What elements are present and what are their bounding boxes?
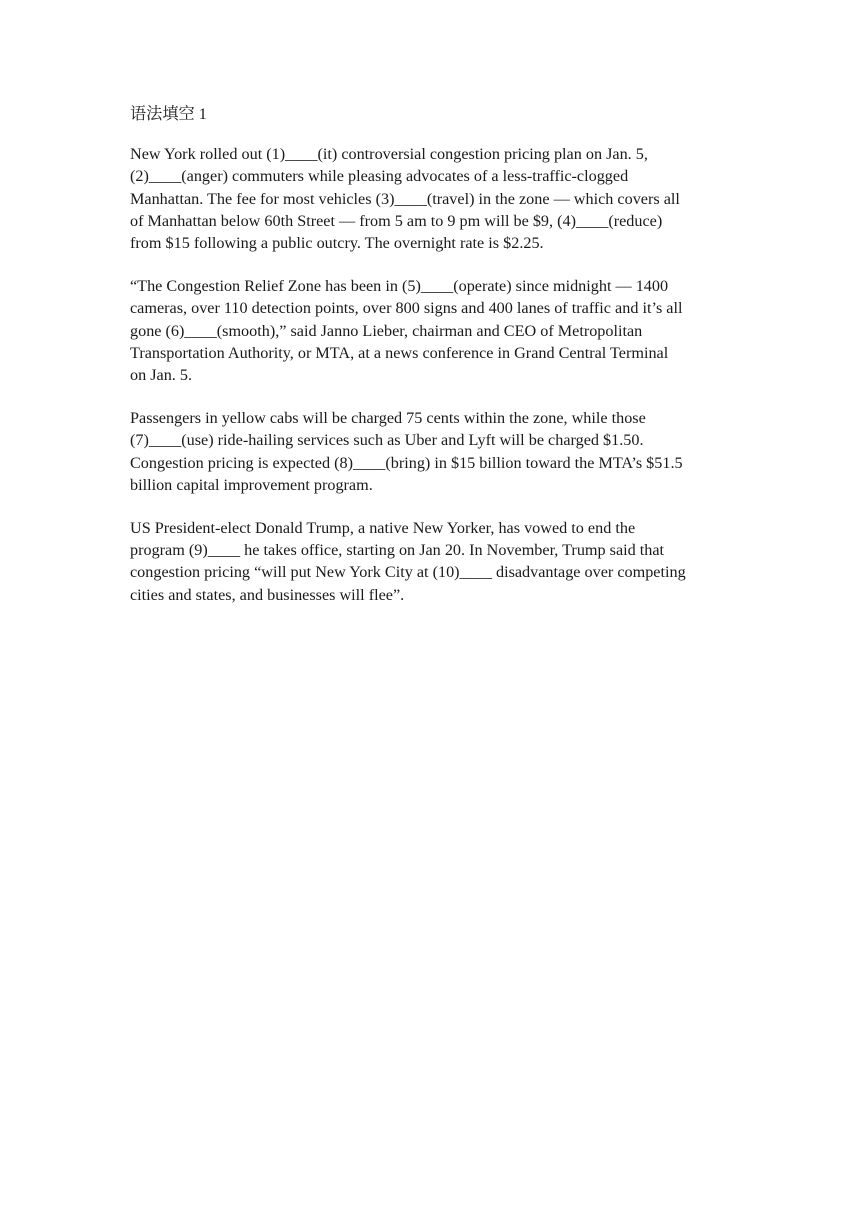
paragraph-2 bbox=[130, 275, 732, 386]
paragraph-line: program (9)____ he takes office, starting on Jan 20. In November, Trump said that bbox=[130, 541, 665, 560]
paragraph-line: Transportation Authority, or MTA, at a news conference in Grand Central Terminal bbox=[130, 343, 669, 362]
paragraph-4 bbox=[130, 517, 732, 606]
paragraph-line: (2)____(anger) commuters while pleasing advocates of a less-traffic-clogged bbox=[130, 167, 629, 186]
exercise-title: 语法填空 1 bbox=[130, 105, 207, 123]
paragraph-line: of Manhattan below 60th Street — from 5 am to 9 pm will be $9, (4)____(reduce) bbox=[130, 211, 663, 230]
paragraph-line: gone (6)____(smooth),” said Janno Lieber, chairman and CEO of Metropolitan bbox=[130, 321, 643, 340]
paragraph-line: congestion pricing “will put New York City at (10)____ disadvantage over competing bbox=[130, 563, 686, 582]
paragraph-line: billion capital improvement program. bbox=[130, 475, 373, 494]
paragraph-line: Passengers in yellow cabs will be charged 75 cents within the zone, while those bbox=[130, 409, 646, 428]
paragraph-line: New York rolled out (1)____(it) controversial congestion pricing plan on Jan. 5, bbox=[130, 145, 648, 164]
paragraph-3 bbox=[130, 407, 732, 496]
paragraph-line: US President-elect Donald Trump, a native New Yorker, has vowed to end the bbox=[130, 519, 636, 538]
paragraph-line: “The Congestion Relief Zone has been in (5)____(operate) since midnight — 1400 bbox=[130, 277, 669, 296]
paragraph-line: on Jan. 5. bbox=[130, 366, 193, 385]
document-body bbox=[130, 103, 732, 627]
paragraph-line: cameras, over 110 detection points, over 800 signs and 400 lanes of traffic and it’s all bbox=[130, 299, 683, 318]
paragraph-line: Manhattan. The fee for most vehicles (3)____(travel) in the zone — which covers all bbox=[130, 189, 680, 208]
paragraph-line: from $15 following a public outcry. The overnight rate is $2.25. bbox=[130, 234, 544, 253]
paragraph-line: cities and states, and businesses will flee”. bbox=[130, 585, 405, 604]
paragraph-line: (7)____(use) ride-hailing services such as Uber and Lyft will be charged $1.50. bbox=[130, 431, 644, 450]
paragraph-1 bbox=[130, 143, 732, 254]
paragraph-line: Congestion pricing is expected (8)____(bring) in $15 billion toward the MTA’s $51.5 bbox=[130, 453, 683, 472]
